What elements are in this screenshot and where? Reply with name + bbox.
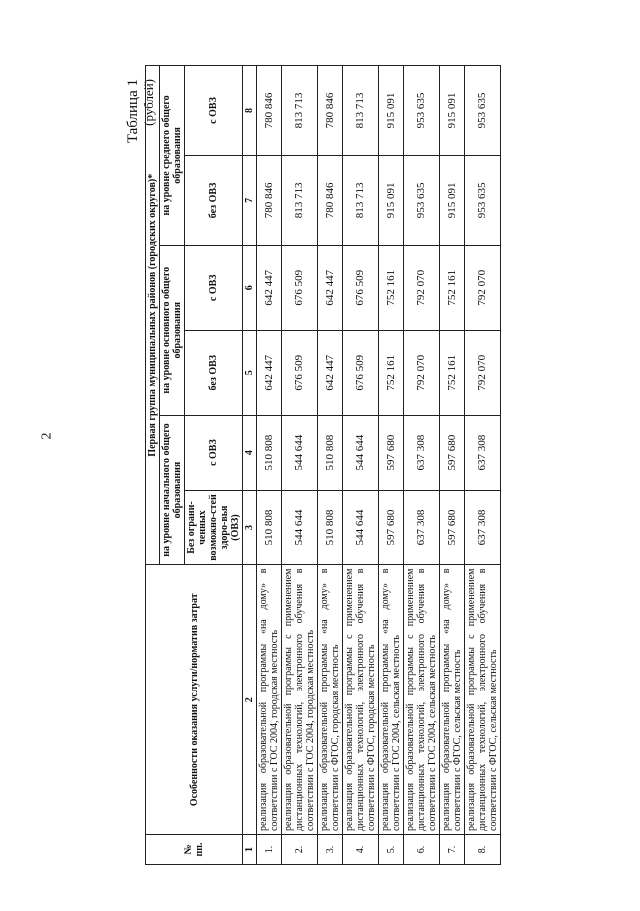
value-cell: 915 091 [379,66,404,156]
value-cell: 676 509 [282,330,318,415]
value-cell: 792 070 [404,330,440,415]
table-title: Таблица 1 [125,79,141,144]
sub-header-with-ovz: с ОВЗ [185,415,243,490]
header-row-group [146,66,160,865]
value-cell: 637 308 [465,415,501,490]
value-cell: 752 161 [440,330,465,415]
value-cell: 953 635 [465,66,501,156]
value-cell: 544 644 [343,415,379,490]
value-cell: 953 635 [404,66,440,156]
value-cell: 676 509 [343,330,379,415]
value-cell: 792 070 [404,245,440,330]
value-cell: 780 846 [257,155,282,245]
row-number: 5. [379,835,404,865]
row-number: 1. [257,835,282,865]
level-secondary-header: на уровне среднего общего образования [160,66,185,246]
value-cell: 813 713 [343,155,379,245]
group-header: Первая группа муниципальных районов (городских округов)* [146,66,160,565]
table-row [379,66,404,865]
row-description: реализация образовательной программы с применением дистанционных технологий, электронного обучения в соответствии с ГОС 2004, городская местность [282,565,318,835]
row-number: 8. [465,835,501,865]
value-cell: 676 509 [343,245,379,330]
value-cell: 597 680 [379,415,404,490]
value-cell: 813 713 [282,155,318,245]
table-row [282,66,318,865]
sub-header-without-ovz: без ОВЗ [185,155,243,245]
row-description: реализация образовательной программы с применением дистанционных технологий, электронного обучения в соответствии с ФГОС, сельская местность [465,565,501,835]
value-cell: 544 644 [282,490,318,565]
table-row [465,66,501,865]
rotated-page [115,45,640,875]
value-cell: 637 308 [465,490,501,565]
table-row [343,66,379,865]
row-number: 7. [440,835,465,865]
table-row [440,66,465,865]
value-cell: 953 635 [404,155,440,245]
value-cell: 780 846 [257,66,282,156]
value-cell: 752 161 [379,330,404,415]
row-number: 6. [404,835,440,865]
sub-header-no-limits: Без ограни-ченных возможно-стей здоро-вья (ОВЗ) [185,490,243,565]
value-cell: 642 447 [257,330,282,415]
row-description: реализация образовательной программы «на дому» в соответствии с ГОС 2004, городская местность [257,565,282,835]
value-cell: 637 308 [404,490,440,565]
value-cell: 510 808 [318,490,343,565]
row-number: 4. [343,835,379,865]
value-cell: 597 680 [440,490,465,565]
value-cell: 792 070 [465,245,501,330]
column-number: 3 [243,490,257,565]
table-row [257,66,282,865]
row-description: реализация образовательной программы «на дому» в соответствии с ФГОС, городская местность [318,565,343,835]
value-cell: 510 808 [257,490,282,565]
value-cell: 637 308 [404,415,440,490]
row-description: реализация образовательной программы с применением дистанционных технологий, электронного обучения в соответствии с ФГОС, городская местность [343,565,379,835]
column-number: 2 [243,565,257,835]
page-number: 2 [39,432,55,440]
value-cell: 813 713 [343,66,379,156]
cost-norms-table [145,65,501,865]
value-cell: 792 070 [465,330,501,415]
value-cell: 752 161 [440,245,465,330]
value-cell: 780 846 [318,66,343,156]
level-primary-header: на уровне начального общего образования [160,415,185,565]
value-cell: 544 644 [282,415,318,490]
column-numbers-row [243,66,257,865]
row-number: 2. [282,835,318,865]
column-number: 5 [243,330,257,415]
sub-header-without-ovz: без ОВЗ [185,330,243,415]
value-cell: 953 635 [465,155,501,245]
column-number: 1 [243,835,257,865]
level-basic-header: на уровне основного общего образования [160,245,185,415]
value-cell: 510 808 [257,415,282,490]
row-description: реализация образовательной программы «на дому» в соответствии с ГОС 2004, сельская местность [379,565,404,835]
value-cell: 752 161 [379,245,404,330]
value-cell: 597 680 [379,490,404,565]
row-description: реализация образовательной программы с применением дистанционных технологий, электронного обучения в соответствии с ГОС 2004, сельская местность [404,565,440,835]
value-cell: 544 644 [343,490,379,565]
col-desc-header: Особенности оказания услуги/норматив затрат [146,565,243,835]
sub-header-with-ovz: с ОВЗ [185,245,243,330]
value-cell: 915 091 [440,155,465,245]
table-row [404,66,440,865]
value-cell: 915 091 [440,66,465,156]
column-number: 4 [243,415,257,490]
value-cell: 597 680 [440,415,465,490]
table-body [257,66,501,865]
row-number: 3. [318,835,343,865]
column-number: 6 [243,245,257,330]
value-cell: 642 447 [318,245,343,330]
value-cell: 642 447 [318,330,343,415]
value-cell: 915 091 [379,155,404,245]
column-number: 8 [243,66,257,156]
value-cell: 780 846 [318,155,343,245]
table-row [318,66,343,865]
table-unit: (рублей) [141,79,156,126]
value-cell: 676 509 [282,245,318,330]
col-no-header: № пп. [146,835,243,865]
column-number: 7 [243,155,257,245]
sub-header-with-ovz: с ОВЗ [185,66,243,156]
value-cell: 510 808 [318,415,343,490]
value-cell: 813 713 [282,66,318,156]
value-cell: 642 447 [257,245,282,330]
row-description: реализация образовательной программы «на дому» в соответствии с ФГОС, сельская местность [440,565,465,835]
